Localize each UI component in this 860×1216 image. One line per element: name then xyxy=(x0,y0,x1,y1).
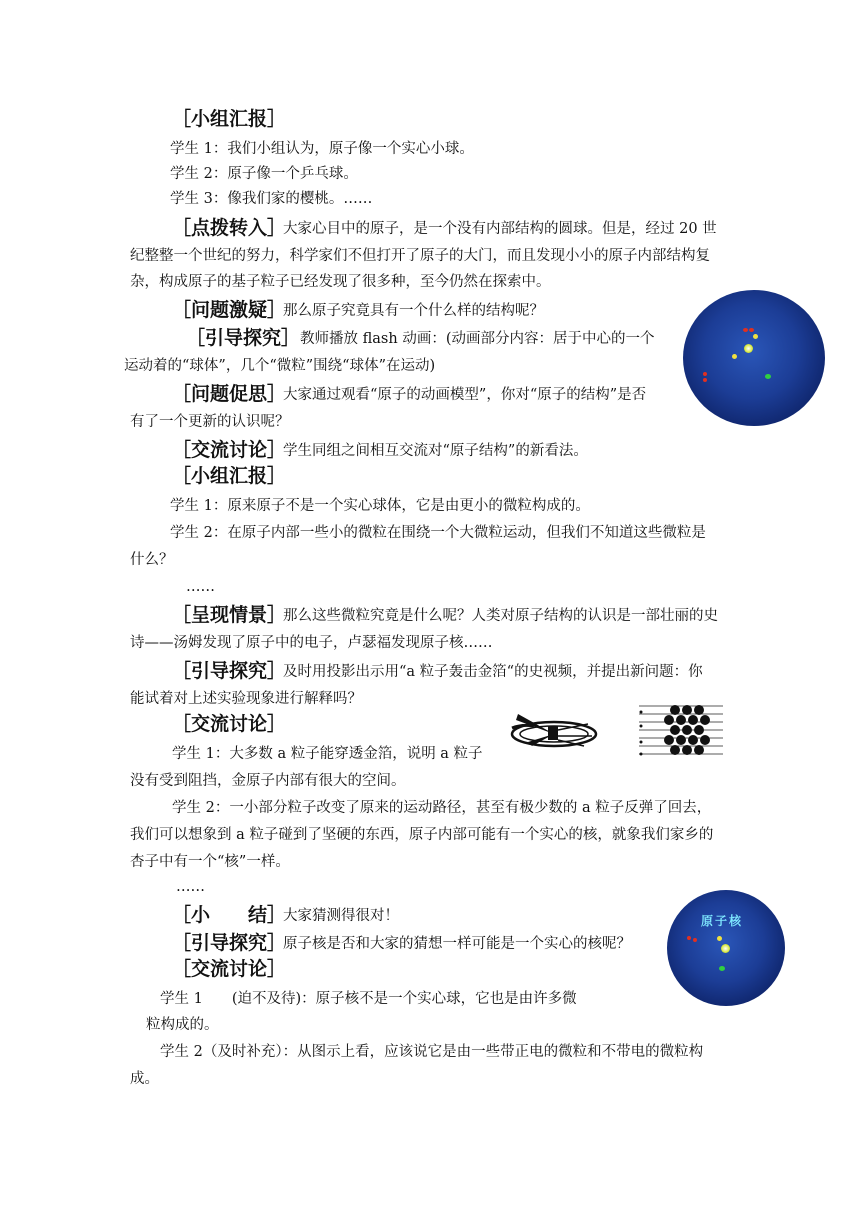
discussion-3-student-1-line-1: 学生 1 (迫不及待)：原子核不是一个实心球，它也是由许多微 xyxy=(160,991,577,1007)
electron-dot xyxy=(719,966,725,971)
atom-animation-image xyxy=(683,290,825,426)
guided-inquiry-line-1: 教师播放 flash 动画：(动画部分内容：居于中心的一个 xyxy=(300,331,655,347)
nucleus-core xyxy=(744,344,753,353)
heading-group-report-1: ［小组汇报］ xyxy=(172,108,287,130)
discussion-3-student-2-line-2: 成。 xyxy=(130,1071,159,1087)
question-spark-line: 那么原子究竟具有一个什么样的结构呢？ xyxy=(283,303,544,319)
report2-student-1: 学生 1：原来原子不是一个实心球体，它是由更小的微粒构成的。 xyxy=(170,498,590,514)
heading-guided-inquiry-1: ［引导探究］ xyxy=(186,327,301,349)
proton-dot xyxy=(743,328,748,332)
guided-inquiry-2-line-2: 能试着对上述实验现象进行解释吗？ xyxy=(130,691,362,707)
gold-foil-atoms-image xyxy=(637,702,725,760)
proton-dot xyxy=(703,378,707,382)
heading-group-report-2: ［小组汇报］ xyxy=(172,465,287,487)
guided-inquiry-2-line-1: 及时用投影出示用“a 粒子轰击金箔“的史视频，并提出新问题：你 xyxy=(283,664,703,680)
discussion-2-student-2-line-1: 学生 2：一小部分粒子改变了原来的运动路径，甚至有极少数的 a 粒子反弹了回去， xyxy=(172,800,712,816)
heading-discussion-3: ［交流讨论］ xyxy=(172,958,287,980)
electron-dot xyxy=(765,374,771,379)
student-3-line: 学生 3：像我们家的樱桃。…… xyxy=(170,191,373,207)
alpha-scattering-apparatus-image xyxy=(508,706,600,752)
question-reflect-line-1: 大家通过观看“原子的动画模型”，你对“原子的结构”是否 xyxy=(283,387,647,403)
report2-ellipsis: …… xyxy=(186,579,215,595)
present-scenario-line-1: 那么这些微粒究竟是什么呢？人类对原子结构的认识是一部壮丽的史 xyxy=(283,608,718,624)
discussion-2-student-1-line-2: 没有受到阻挡，金原子内部有很大的空间。 xyxy=(130,773,406,789)
guided-inquiry-3-line: 原子核是否和大家的猜想一样可能是一个实心的核呢？ xyxy=(283,936,631,952)
guided-inquiry-line-2: 运动着的“球体”，几个“微粒”围绕“球体”在运动) xyxy=(124,358,436,374)
discussion-2-student-2-line-3: 杏子中有一个“核”一样。 xyxy=(130,854,290,870)
summary-line: 大家猜测得很对！ xyxy=(283,908,399,924)
neutron-dot xyxy=(732,354,737,359)
neutron-dot xyxy=(717,936,722,941)
neutron-dot xyxy=(753,334,758,339)
heading-guided-inquiry-2: ［引导探究］ xyxy=(172,660,287,682)
nucleus-core xyxy=(721,944,730,953)
guide-transition-line-2: 纪整整一个世纪的努力，科学家们不但打开了原子的大门，而且发现小小的原子内部结构复 xyxy=(130,248,710,264)
student-2-line: 学生 2：原子像一个乒乓球。 xyxy=(170,166,358,182)
question-reflect-line-2: 有了一个更新的认识呢？ xyxy=(130,414,290,430)
proton-dot xyxy=(703,372,707,376)
present-scenario-line-2: 诗——汤姆发现了原子中的电子，卢瑟福发现原子核…… xyxy=(130,635,493,651)
proton-dot xyxy=(687,936,691,940)
proton-dot xyxy=(749,328,754,332)
discussion-3-student-2-line-1: 学生 2（及时补充）：从图示上看，应该说它是由一些带正电的微粒和不带电的微粒构 xyxy=(160,1044,704,1060)
discussion-2-ellipsis: …… xyxy=(176,879,205,895)
heading-discussion-1: ［交流讨论］ xyxy=(172,439,287,461)
discussion-2-student-1-line-1: 学生 1：大多数 a 粒子能穿透金箔，说明 a 粒子 xyxy=(172,746,483,762)
report2-student-2-line-2: 什么？ xyxy=(130,552,174,568)
heading-discussion-2: ［交流讨论］ xyxy=(172,713,287,735)
nucleus-image xyxy=(667,890,785,1006)
discussion-1-line: 学生同组之间相互交流对“原子结构”的新看法。 xyxy=(283,443,588,459)
heading-question-reflect: ［问题促思］ xyxy=(172,383,287,405)
nucleus-label: 原子核 xyxy=(701,914,744,928)
discussion-3-student-1-line-2: 粒构成的。 xyxy=(146,1017,219,1033)
report2-student-2-line-1: 学生 2：在原子内部一些小的微粒在围绕一个大微粒运动，但我们不知道这些微粒是 xyxy=(170,525,706,541)
discussion-2-student-2-line-2: 我们可以想象到 a 粒子碰到了坚硬的东西，原子内部可能有一个实心的核，就象我们家乡的 xyxy=(130,827,714,843)
heading-guide-transition: ［点拨转入］ xyxy=(172,217,287,239)
heading-summary: ［小 结］ xyxy=(172,904,287,926)
student-1-line: 学生 1：我们小组认为，原子像一个实心小球。 xyxy=(170,141,474,157)
proton-dot xyxy=(693,938,697,942)
heading-present-scenario: ［呈现情景］ xyxy=(172,604,287,626)
heading-question-spark: ［问题激疑］ xyxy=(172,299,287,321)
guide-transition-line-3: 杂，构成原子的基子粒子已经发现了很多种，至今仍然在探索中。 xyxy=(130,274,551,290)
heading-guided-inquiry-3: ［引导探究］ xyxy=(172,932,287,954)
guide-transition-line-1: 大家心目中的原子，是一个没有内部结构的圆球。但是，经过 20 世 xyxy=(283,221,717,237)
